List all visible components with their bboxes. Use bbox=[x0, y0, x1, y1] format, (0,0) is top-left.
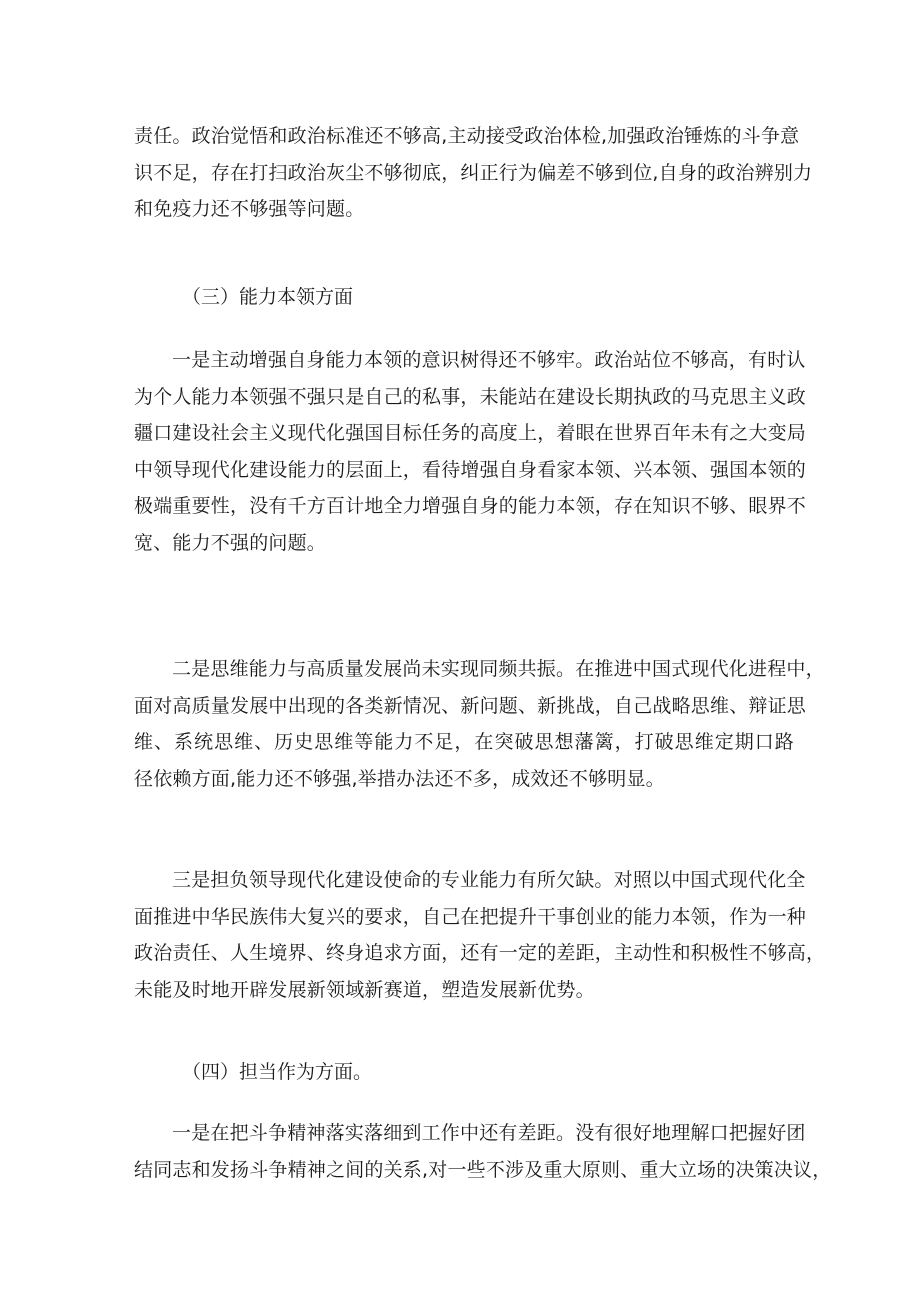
text-line: 为个人能力本领强不强只是自己的私事，未能站在建设长期执政的马克思主义政 bbox=[134, 385, 807, 408]
text-line: 极端重要性，没有千方百计地全力增强自身的能力本领，存在知识不够、眼界不 bbox=[134, 495, 807, 518]
paragraph-thinking-ability bbox=[134, 651, 825, 797]
text-line: 结同志和发扬斗争精神之间的关系,对一些不涉及重大原则、重大立场的决策决议， bbox=[134, 1158, 832, 1181]
text-line: 中领导现代化建设能力的层面上，看待增强自身看家本领、兴本领、强国本领的 bbox=[134, 458, 807, 481]
text-line: 维、系统思维、历史思维等能力不足，在突破思想藩篱，打破思维定期口路 bbox=[134, 731, 794, 754]
text-line: 未能及时地开辟发展新领域新赛道，塑造发展新优势。 bbox=[134, 978, 595, 1001]
text-line: 疆口建设社会主义现代化强国目标任务的高度上，着眼在世界百年未有之大变局 bbox=[134, 422, 807, 445]
paragraph-struggle-spirit bbox=[134, 1115, 832, 1188]
text-line: 二是思维能力与高质量发展尚未实现同频共振。在推进中国式现代化进程中， bbox=[172, 658, 825, 680]
text-line: 宽、能力不强的问题。 bbox=[134, 531, 327, 554]
text-line: 面推进中华民族伟大复兴的要求，自己在把提升干事创业的能力本领，作为一种 bbox=[134, 905, 807, 928]
paragraph-ability-awareness bbox=[134, 342, 807, 562]
section-heading-responsibility: （四）担当作为方面。 bbox=[182, 1061, 373, 1083]
paragraph-responsibility bbox=[134, 118, 813, 228]
text-line: 识不足，存在打扫政治灰尘不够彻底，纠正行为偏差不够到位,自身的政治辨别力 bbox=[134, 161, 813, 184]
text-line: 和免疫力还不够强等问题。 bbox=[134, 198, 365, 221]
text-line: 径依赖方面,能力还不够强,举措办法还不多，成效还不够明显。 bbox=[134, 767, 665, 790]
paragraph-professional-ability bbox=[134, 862, 826, 1008]
section-heading-ability: （三）能力本领方面 bbox=[182, 286, 354, 308]
text-line: 一是在把斗争精神落实落细到工作中还有差距。没有很好地理解口把握好团 bbox=[172, 1122, 806, 1144]
text-line: 一是主动增强自身能力本领的意识树得还不够牢。政治站位不够高，有时认 bbox=[172, 349, 806, 371]
text-line: 三是担负领导现代化建设使命的专业能力有所欠缺。对照以中国式现代化全 bbox=[172, 869, 806, 891]
text-line: 政治责任、人生境界、终身追求方面，还有一定的差距，主动性和积极性不够高， bbox=[134, 942, 826, 965]
text-line: 责任。政治觉悟和政治标准还不够高,主动接受政治体检,加强政治锤炼的斗争意 bbox=[134, 125, 800, 147]
text-line: 面对高质量发展中出现的各类新情况、新问题、新挑战，自己战略思维、辩证思 bbox=[134, 694, 807, 717]
